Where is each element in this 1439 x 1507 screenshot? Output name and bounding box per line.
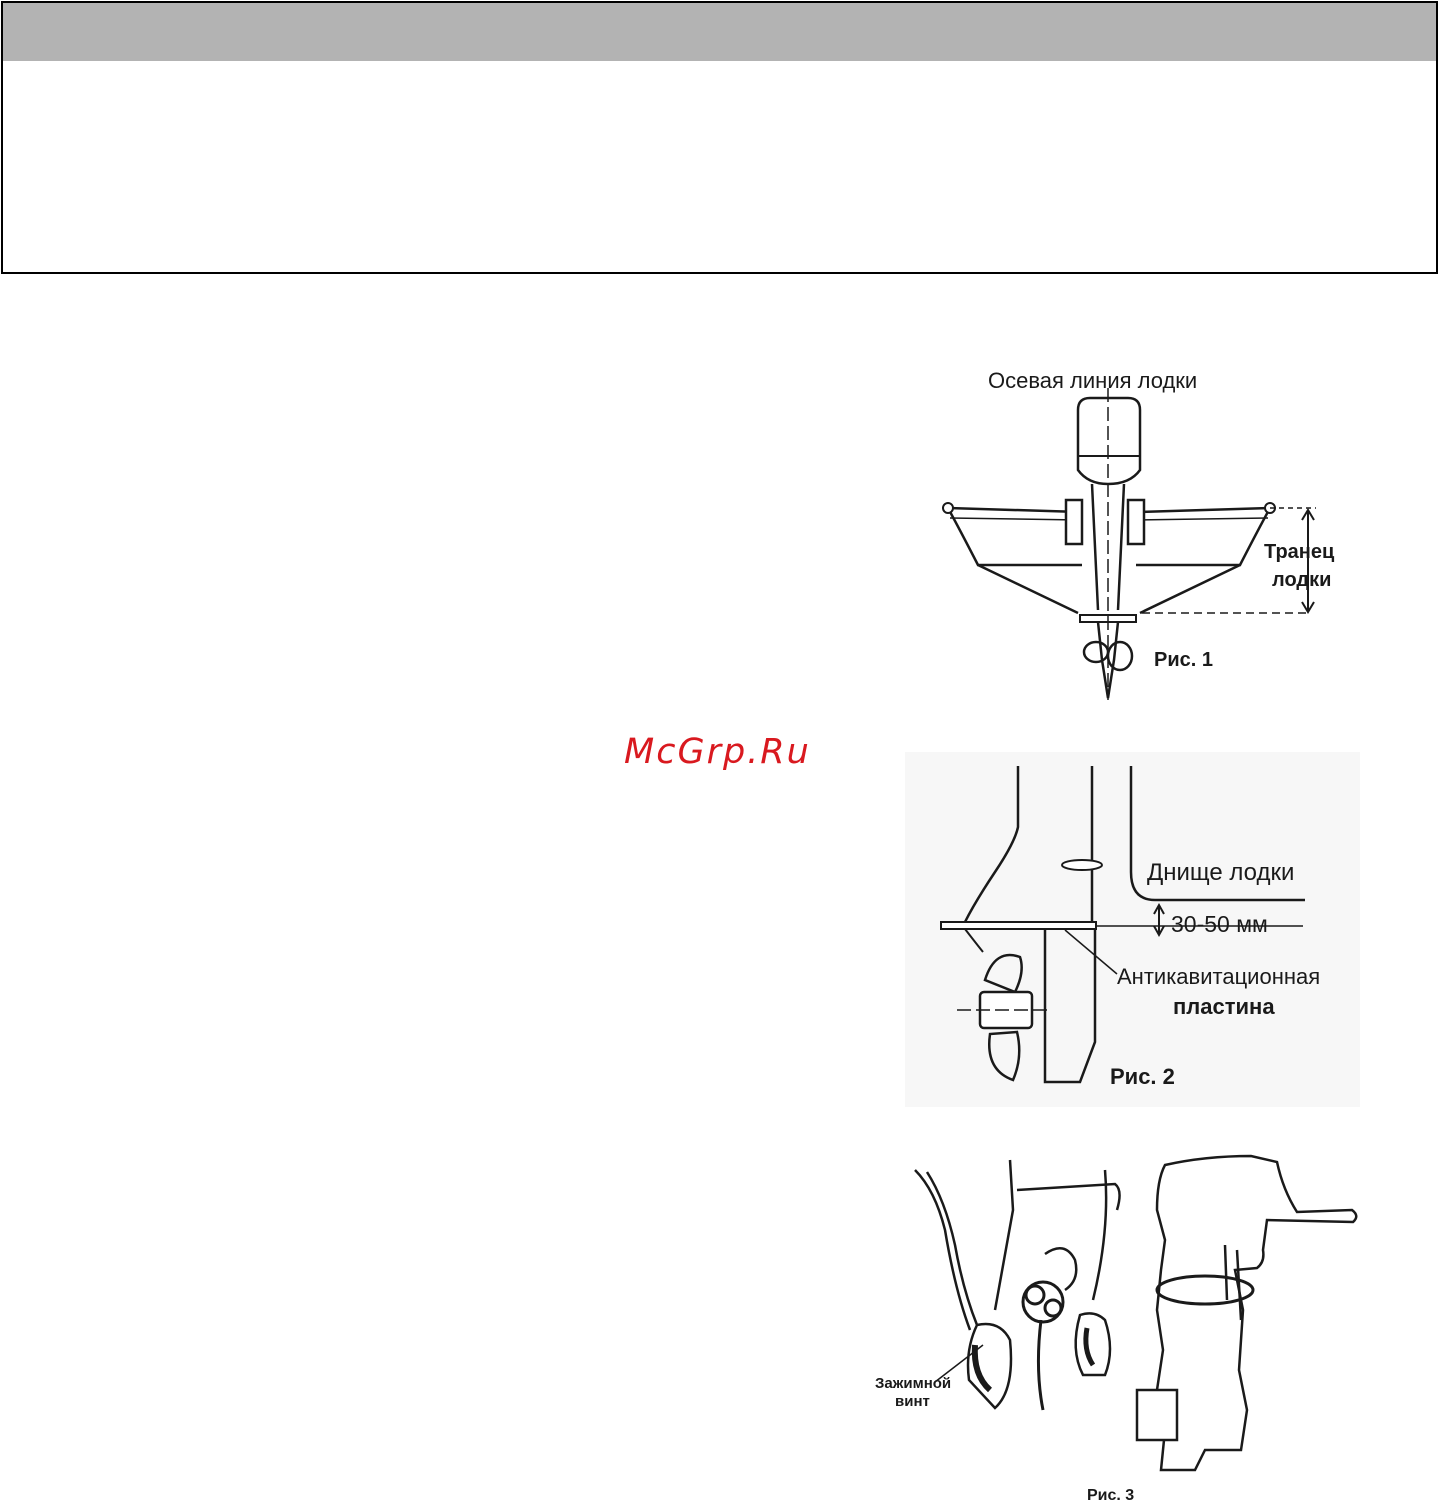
fig1-axis-label: Осевая линия лодки bbox=[988, 368, 1198, 393]
fig3-screw-line2: винт bbox=[895, 1393, 930, 1410]
figure-3 bbox=[865, 1150, 1365, 1502]
header-box bbox=[1, 1, 1438, 274]
fig3-screw-line1: Зажимной bbox=[875, 1375, 952, 1392]
fig2-plate-line1: Антикавитационная bbox=[1117, 964, 1321, 989]
figure-1 bbox=[930, 360, 1370, 705]
fig1-transom-line1: Транец bbox=[1264, 541, 1335, 563]
fig1-caption: Рис. 1 bbox=[1154, 649, 1213, 671]
fig2-gap-label: 30-50 мм bbox=[1171, 911, 1268, 937]
watermark: McGrp.Ru bbox=[624, 732, 811, 772]
header-band bbox=[3, 3, 1436, 61]
fig2-caption: Рис. 2 bbox=[1110, 1064, 1175, 1089]
fig2-plate-line2: пластина bbox=[1173, 994, 1275, 1019]
fig1-transom-line2: лодки bbox=[1272, 569, 1332, 591]
fig3-caption: Рис. 3 bbox=[1087, 1487, 1135, 1504]
figure-2 bbox=[905, 752, 1360, 1107]
fig2-bottom-label: Днище лодки bbox=[1147, 859, 1295, 886]
